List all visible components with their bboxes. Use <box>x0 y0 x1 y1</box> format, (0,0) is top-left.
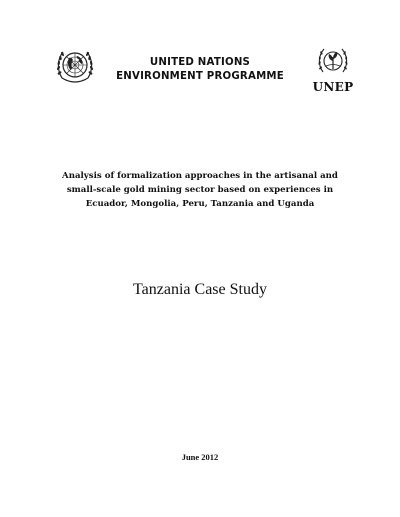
report-title-line-2: small-scale gold mining sector based on experiences in <box>66 185 334 195</box>
report-title-line-1: Analysis of formalization approaches in the artisanal and <box>62 171 338 181</box>
case-study-title: Tanzania Case Study <box>133 281 267 298</box>
header-line-1: UNITED NATIONS <box>149 57 251 68</box>
unep-wordmark: UNEP <box>312 80 354 94</box>
report-title-line-3: Ecuador, Mongolia, Peru, Tanzania and Uganda <box>85 199 315 209</box>
un-emblem-icon <box>52 44 98 90</box>
publication-date: June 2012 <box>181 452 219 462</box>
organization-header <box>100 56 300 84</box>
unep-logo <box>308 44 358 106</box>
unep-emblem-icon <box>316 44 350 78</box>
header-line-2: ENVIRONMENT PROGRAMME <box>116 71 284 82</box>
report-title <box>48 169 352 211</box>
